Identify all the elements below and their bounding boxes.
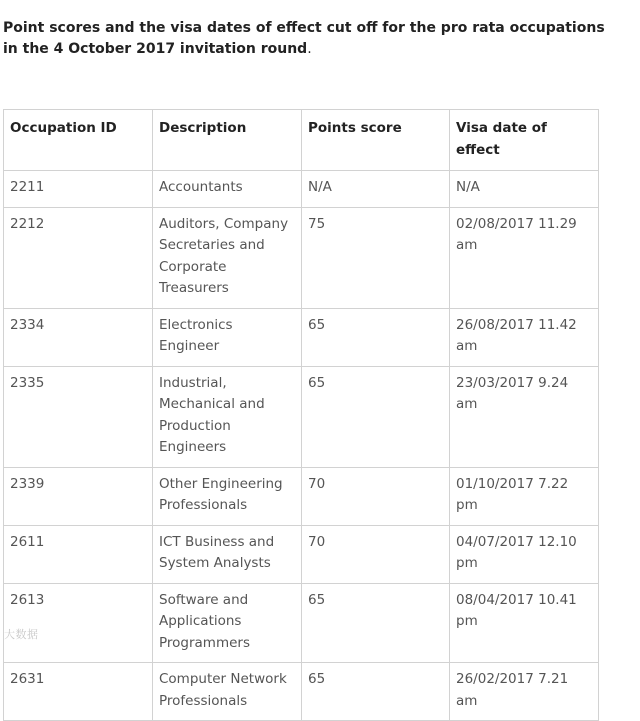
cell-points-score: 65 <box>302 663 450 721</box>
cell-visa-date: 04/07/2017 12.10 pm <box>450 525 599 583</box>
table-row <box>4 308 599 366</box>
cell-description: Electronics Engineer <box>153 308 302 366</box>
cell-points-score: 70 <box>302 467 450 525</box>
cell-visa-date: 02/08/2017 11.29 am <box>450 207 599 308</box>
header-points-score: Points score <box>302 110 450 171</box>
cell-points-score: 70 <box>302 525 450 583</box>
cell-occupation-id: 2339 <box>4 467 153 525</box>
table-row <box>4 583 599 663</box>
cell-points-score: 75 <box>302 207 450 308</box>
table-row <box>4 207 599 308</box>
table-row <box>4 366 599 467</box>
cell-points-score: 65 <box>302 366 450 467</box>
cell-visa-date: 26/08/2017 11.42 am <box>450 308 599 366</box>
page-heading <box>3 18 623 60</box>
header-description: Description <box>153 110 302 171</box>
cell-visa-date: 23/03/2017 9.24 am <box>450 366 599 467</box>
cell-occupation-id: 2613 <box>4 583 153 663</box>
table-header-row <box>4 110 599 171</box>
header-occupation-id: Occupation ID <box>4 110 153 171</box>
cell-visa-date: 08/04/2017 10.41 pm <box>450 583 599 663</box>
cell-occupation-id: 2611 <box>4 525 153 583</box>
table-row <box>4 663 599 721</box>
cell-visa-date: 26/02/2017 7.21 am <box>450 663 599 721</box>
watermark: 大数据 <box>4 628 39 641</box>
cell-description: Auditors, Company Secretaries and Corporate Treasurers <box>153 207 302 308</box>
cell-description: Other Engineering Professionals <box>153 467 302 525</box>
heading-text: Point scores and the visa dates of effect cut off for the pro rata occupations in the 4 October 2017 invitation round <box>3 20 605 57</box>
table-row <box>4 467 599 525</box>
cell-occupation-id: 2335 <box>4 366 153 467</box>
cell-visa-date: 01/10/2017 7.22 pm <box>450 467 599 525</box>
cell-points-score: 65 <box>302 583 450 663</box>
cell-occupation-id: 2212 <box>4 207 153 308</box>
cell-occupation-id: 2334 <box>4 308 153 366</box>
cell-occupation-id: 2631 <box>4 663 153 721</box>
cell-occupation-id: 2211 <box>4 171 153 208</box>
cell-points-score: 65 <box>302 308 450 366</box>
heading-period: . <box>307 41 312 57</box>
table-row <box>4 525 599 583</box>
table-row <box>4 171 599 208</box>
cell-description: Software and Applications Programmers <box>153 583 302 663</box>
cell-description: Accountants <box>153 171 302 208</box>
cell-description: Industrial, Mechanical and Production Engineers <box>153 366 302 467</box>
header-visa-date: Visa date of effect <box>450 110 599 171</box>
cell-description: ICT Business and System Analysts <box>153 525 302 583</box>
cell-visa-date: N/A <box>450 171 599 208</box>
cell-points-score: N/A <box>302 171 450 208</box>
cell-description: Computer Network Professionals <box>153 663 302 721</box>
occupation-points-table <box>3 109 599 721</box>
